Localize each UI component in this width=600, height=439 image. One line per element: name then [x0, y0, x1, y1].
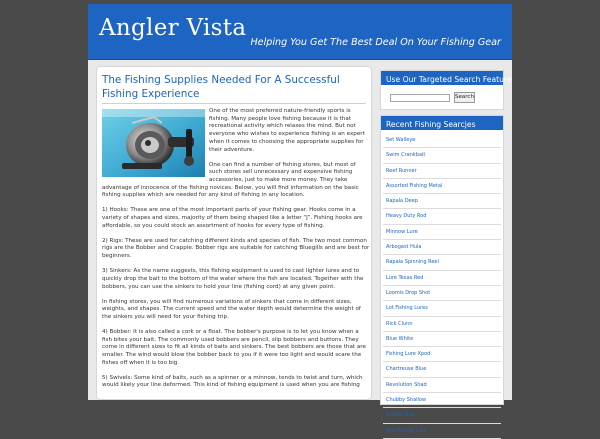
recent-search-link[interactable]: Revolution Shad [383, 378, 501, 393]
recent-search-link[interactable]: Loomis Drop Shot [383, 286, 501, 301]
recent-search-link[interactable]: Chartreuse Blue [383, 362, 501, 377]
recent-search-link[interactable]: Rick Clunn [383, 317, 501, 332]
recent-search-link[interactable]: Ayu Fishing Lure [383, 424, 501, 439]
site-title[interactable]: Angler Vista [99, 15, 247, 41]
recent-search-link[interactable]: Rapala Spinning Reel [383, 255, 501, 270]
recent-search-link[interactable]: Reef Runner [383, 164, 501, 179]
recent-search-link[interactable]: Rapala Deep [383, 194, 501, 209]
post-paragraph: One can find a number of fishing stores, but most of such stores sell unnecessary and expensive fishing accessories, just to make more money. They take advantage of innocence of the fishing novices. Below, you will find information on the basic fishing supplies which are needed for any kind of fishing in any location. [102, 161, 359, 199]
search-button[interactable]: Search [454, 92, 475, 103]
search-widget-title: Use Our Targeted Search Feature [381, 71, 503, 86]
post-paragraph: 3) Sinkers: As the name suggests, this fishing equipment is used to cast lighter lures and to quickly drop the bait to the bottom of the water where the fish are located. Together with the bobbers, you can use the sinkers to hold your line (fishing cord) at any given point. [102, 268, 364, 290]
post-paragraph: 5) Swivels: Some kind of baits, such as a spinner or a minnow, tends to twist and turn, which would likely your line deformed. This kind of fishing equipment is used when you are fishing [102, 374, 363, 389]
site-tagline: Helping You Get The Best Deal On Your Fishing Gear [250, 37, 501, 48]
recent-search-link[interactable]: Set Walleye [383, 133, 501, 148]
post-paragraph: In fishing stores, you will find numerous variations of sinkers that come in different sizes, weights, and shapes. The current speed and the water depth would determine the weight of the sinkers you will need for your fishing trip. [102, 298, 361, 320]
recent-search-link[interactable]: Blue White [383, 332, 501, 347]
recent-search-link[interactable]: Assorted Fishing Metal [383, 179, 501, 194]
post-paragraph: One of the most preferred nature-friendly sports is fishing. Many people love fishing because it is that recreational activity which relaxes the mind. But not everyone who wishes to experience fishing is an expert when it comes to choosing the appropriate supplies for their adventure. [209, 108, 365, 153]
sidebar [380, 66, 512, 434]
recent-search-link[interactable]: Arbogast Hula [383, 240, 501, 255]
post-paragraph: 2) Rigs: These are used for catching different kinds and species of fish. The two most common rigs are the Bobber and Crappie. Bobber rigs are suitable for catching Bluegills and are best for beginners. [102, 237, 370, 260]
recent-searches-title: Recent Fishing Searcjes [381, 116, 503, 131]
recent-search-link[interactable]: Minnow Lure [383, 225, 501, 240]
page-wrapper [88, 4, 512, 434]
search-widget [380, 70, 512, 110]
recent-search-link[interactable]: Chubby Shallow [383, 393, 501, 408]
post-title[interactable]: The Fishing Supplies Needed For A Successful Fishing Experience [102, 74, 340, 100]
site-header [88, 4, 512, 60]
recent-search-link[interactable]: Lure Texas Red [383, 271, 501, 286]
title-divider [102, 103, 366, 104]
post-paragraph: 4) Bobber: It is also called a cork or a float. The bobber's purpose is to let you know when a fish bites your bait. The commonly used bobbers are pencil, slip bobbers and buttons. They come in different sizes to fit all kinds of baits and sinkers. The best bobbers are those that are smaller. The wind would blow the bobber back to you if it were too light and would scare the fishes off when it is too big. [102, 328, 366, 366]
recent-searches-list [381, 131, 503, 439]
recent-search-link[interactable]: Fishing Lure Xpod [383, 347, 501, 362]
post-body [102, 108, 370, 397]
main-content [96, 66, 372, 400]
recent-searches-widget [380, 115, 504, 434]
recent-search-link[interactable]: Heavy Duty Rod [383, 209, 501, 224]
recent-search-link[interactable]: Swim Crankbait [383, 148, 501, 163]
search-input[interactable] [390, 94, 450, 102]
post-paragraph: 1) Hooks: These are one of the most important parts of your fishing gear. Hooks come in a variety of shapes and sizes, majority of them being shaped like a letter “J”. Fishing hooks are affordable, so you could stock an assortment of hooks for every type of fishing. [102, 207, 363, 229]
recent-search-link[interactable]: Lot Fishing Lures [383, 301, 501, 316]
recent-search-link[interactable]: Bobbie Bait [383, 408, 501, 423]
